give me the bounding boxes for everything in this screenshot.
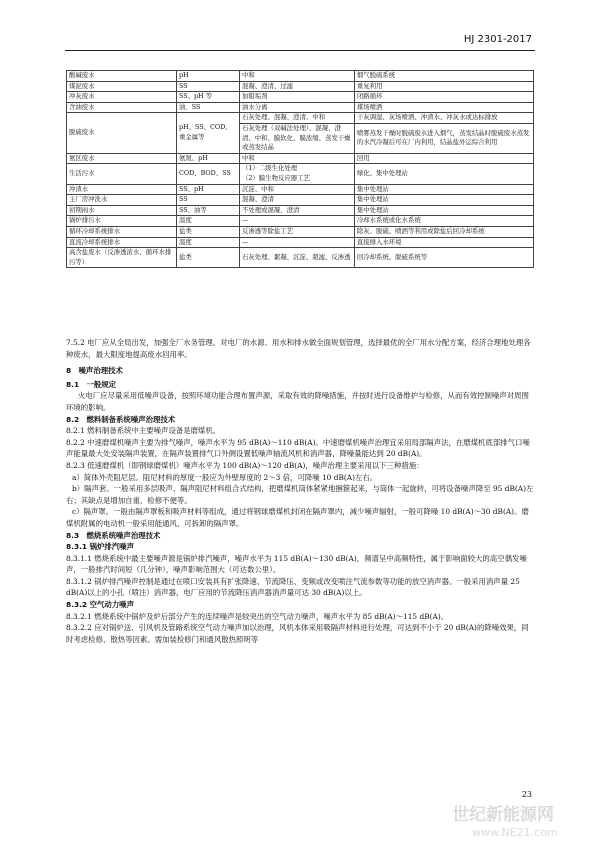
table-cell: 煤泥废水	[67, 81, 177, 92]
table-cell: 石灰处理（双碱法处理）、混凝、澄清、中和、膜软化、膜浓缩、蒸发干燥或蒸发结晶	[239, 123, 354, 153]
para-8-2-2: 8.2.2 中速磨煤机噪声主要为排气噪声，噪声水平为 95 dB(A)～110 dB(A)。中速磨煤机噪声治理宜采用局部隔声法，在磨煤机底部排气口噪声能量最大处安装隔声装置，在隔声装置排气口外侧设置低噪声轴流风机和消声器，降噪量能达到 20 dB(A)。	[66, 437, 530, 459]
table-cell: 锅炉排污水	[67, 216, 177, 227]
para-8-2-3: 8.2.3 低速磨煤机（即钢球磨煤机）噪声水平为 100 dB(A)～120 dB(A)，噪声治理主要采用以下三种措施：	[66, 460, 424, 470]
para-8-3-2-2: 8.3.2.2 应对锅炉送、引风机及管路系统空气动力噪声加以治理，风机本体采用吸隔声材料进行处理，可达到不小于 20 dB(A)的降噪效果，同时考虑检修、散热等因素。需加装检修门和通风散热照明等	[66, 623, 529, 644]
table-cell: 集中处理站	[354, 184, 533, 195]
table-row	[67, 153, 534, 164]
table-row	[67, 216, 534, 227]
table-cell: 温度	[176, 216, 239, 227]
table-cell: 石灰处理、混凝、澄清、中和	[239, 113, 354, 124]
svg-text:www.NE21.com: www.NE21.com	[472, 826, 558, 839]
table-cell: SS、pH 等	[176, 92, 239, 103]
table-cell: 集中处理站	[354, 205, 533, 216]
para-8-2-3-b: b）隔声套。一般采用多层吸声、隔声阻尼材料组合式结构，把磨煤机筒体紧紧地捆箍起来，与筒体一起旋转，可将设备噪声降至 95 dB(A)左右；其缺点是增加自重、检修不便等。	[66, 484, 534, 505]
table-cell: 加阻垢剂	[239, 92, 354, 103]
table-cell: 除灰、脱硫、喷洒等利用或除盐后回冷却系统	[354, 226, 533, 237]
table-cell: 盐类	[176, 226, 239, 237]
table-cell: 初期雨水	[67, 205, 177, 216]
table-cell: 石灰处理、絮凝、沉淀、超滤、反渗透	[239, 248, 354, 268]
table-row	[67, 113, 534, 124]
table-cell: 氨区废水	[67, 153, 177, 164]
table-cell: —	[239, 216, 354, 227]
table-row	[67, 81, 534, 92]
table-cell: 反渗透等除盐工艺	[239, 226, 354, 237]
para-8-3-1-2: 8.3.1.2 锅炉排汽噪声控制是通过在喷口安装具有扩张降速、节流降压、变频或改变喷注气流参数等功能的放空消声器。一般采用消声量 25 dB(A)以上的小孔（喷注）消声器，电厂应用的节流降压消声器消声量可达 30 dB(A)以上。	[66, 576, 520, 598]
table-cell: 闭路循环	[354, 92, 533, 103]
table-row	[67, 226, 534, 237]
table-cell: 中和	[239, 153, 354, 164]
table-cell: 回冷却系统、脱硫系统等	[354, 248, 533, 268]
table-cell: 不处理或混凝、澄清	[239, 205, 354, 216]
table-cell: 冲灰废水	[67, 92, 177, 103]
table-cell: 脱硫废水	[67, 113, 177, 153]
table-cell: 油、SS	[176, 102, 239, 113]
table-cell: COD、BOD、SS	[176, 164, 239, 184]
table-row	[67, 92, 534, 103]
svg-text:世纪新能源网: 世纪新能源网	[452, 805, 554, 825]
para-8-2-3-a: a）简体外壳阻尼层。阻尼材料的厚度一般应为外壁厚度的 2～3 倍，可降噪 10 dB(A)左右。	[72, 472, 378, 482]
table-cell: 烟气脱硫系统	[354, 71, 533, 82]
para-8-1: 火电厂应尽量采用低噪声设备，按照环境功能合理布置声源，采取有效的降噪措施，并按时进行设备维护与检修，从而有效控制噪声对周围环境的影响。	[66, 391, 529, 412]
table-cell: 干灰调湿、灰场喷洒、冲渣水、冲灰水或达标排放	[354, 113, 533, 124]
table-cell: pH	[176, 71, 239, 82]
table-cell: 沉淀、中和	[239, 184, 354, 195]
table-cell: 氨氮、pH	[176, 153, 239, 164]
wastewater-table	[66, 70, 534, 268]
section-8-3-1-heading: 8.3.1 锅炉排汽噪声	[66, 542, 134, 552]
table-cell: 油水分离	[239, 102, 354, 113]
table-cell: 冷却水系统或化水系统	[354, 216, 533, 227]
document-code: HJ 2301-2017	[463, 34, 532, 45]
table-cell: 绿化、集中处理站	[354, 164, 533, 184]
watermark-logo	[450, 800, 595, 840]
para-7-5-2: 7.5.2 电厂应从全局出发，加强全厂水务管理。对电厂的水源、用水和排水做全面规划管理，选择最优的全厂用水分配方案，经济合理地处理各种废水，最大限度地提高废水回用率。	[66, 338, 531, 359]
para-8-3-2-1: 8.3.2.1 燃烧系统中锅炉及炉后部分产生的连续噪声是较突出的空气动力噪声，噪声水平为 85 dB(A)～115 dB(A)。	[66, 611, 449, 621]
table-cell: 温度	[176, 237, 239, 248]
table-cell: 煤场喷洒	[354, 102, 533, 113]
table-cell: 中和	[239, 71, 354, 82]
table-cell: 喷雾蒸发干燥时脱硫废水进入烟气，蒸发结晶时脱硫废水蒸发的水汽冷凝后可在厂内利用，结晶盐外运综合利用	[354, 123, 533, 153]
table-cell: 酸碱废水	[67, 71, 177, 82]
body-text	[66, 337, 534, 645]
table-row	[67, 184, 534, 195]
table-cell: —	[239, 237, 354, 248]
table-cell: 冲渣水	[67, 184, 177, 195]
para-8-3-1-1: 8.3.1.1 燃烧系统中最主要噪声源是锅炉排汽噪声，噪声水平为 115 dB(A)～130 dB(A)，频谱呈中高频特性，属于影响面较大的高空偶发噪声，一般排汽时间短（几分钟），噪声影响范围大（可达数公里）。	[66, 553, 527, 575]
table-cell: 集中处理站	[354, 195, 533, 206]
table-cell: 混凝、澄清	[239, 195, 354, 206]
section-8-heading: 8 噪声治理技术	[66, 366, 123, 376]
table-row	[67, 195, 534, 206]
table-row	[67, 164, 534, 184]
table-cell: 混凝、澄清、过滤	[239, 81, 354, 92]
table-cell: 重复利用	[354, 81, 533, 92]
table-cell: SS、pH	[176, 184, 239, 195]
table-row	[67, 237, 534, 248]
table-cell: 含油废水	[67, 102, 177, 113]
table-cell: 回用	[354, 153, 533, 164]
table-cell: 主厂房冲洗水	[67, 195, 177, 206]
table-cell: 高含盐废水（反渗透浓水、循环水排污等）	[67, 248, 177, 268]
table-cell: 直接排入水环境	[354, 237, 533, 248]
table-cell: SS	[176, 81, 239, 92]
para-8-2-3-c: c）隔声罩。一般由隔声罩板和吸声材料等组成，通过将钢球磨煤机封闭在隔声罩内，减少噪声辐射，一般可降噪 10 dB(A)～30 dB(A)。磨煤机附属的电动机一般采用能通风、可拆卸的隔声罩。	[66, 507, 529, 528]
table-cell: SS、油等	[176, 205, 239, 216]
table-cell: 直流冷却系统排水	[67, 237, 177, 248]
table-cell: 生活污水	[67, 164, 177, 184]
table-row	[67, 205, 534, 216]
section-8-3-2-heading: 8.3.2 空气动力噪声	[66, 600, 134, 610]
header-rule	[65, 50, 535, 51]
page-number: 23	[521, 790, 532, 799]
table-row	[67, 102, 534, 113]
section-8-3-heading: 8.3 燃烧系统噪声治理技术	[66, 530, 161, 540]
table-cell: （1）二级生化处理 （2）膜生物反应器工艺	[239, 164, 354, 184]
table-row	[67, 71, 534, 82]
section-8-2-heading: 8.2 燃料制备系统噪声治理技术	[66, 414, 176, 424]
section-8-1-heading: 8.1 一般规定	[66, 379, 117, 389]
table-cell: pH、SS、COD、重金属等	[176, 113, 239, 153]
table-cell: 循环冷却系统排水	[67, 226, 177, 237]
table-cell: SS	[176, 195, 239, 206]
para-8-2-1: 8.2.1 燃料制备系统中主要噪声设备是磨煤机。	[66, 426, 221, 436]
table-cell: 盐类	[176, 248, 239, 268]
table-row	[67, 248, 534, 268]
